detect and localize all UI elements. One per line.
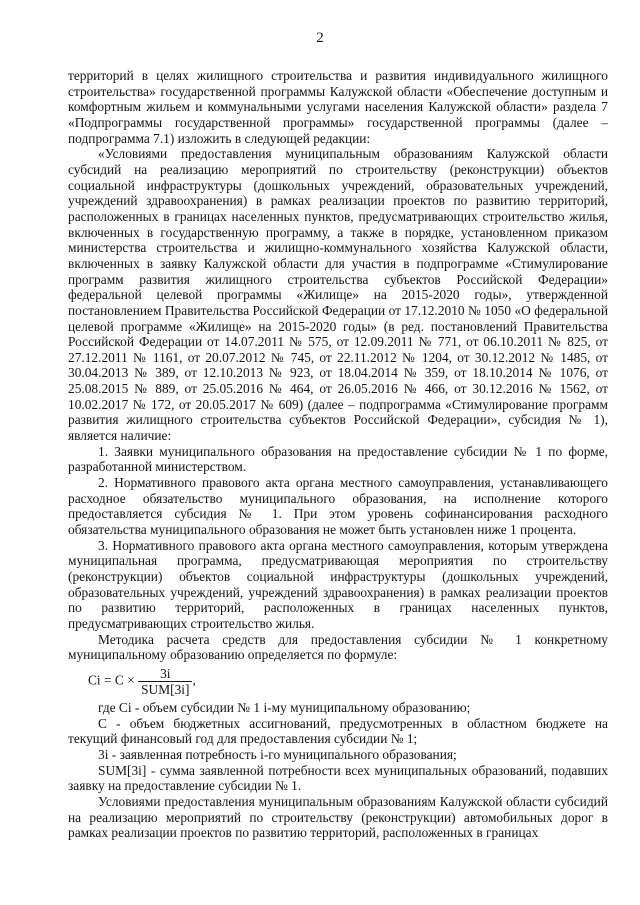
paragraph-intro: территорий в целях жилищного строительства и развития индивидуального жилищного строительства» государственной программы Калужской области «Обеспечение доступным и комфортным жильем и коммунальными услугами населения Калужской области» раздела 7 «Подпрограммы государственной программы» государственной программы (далее – подпрограмма 7.1) изложить в следующей редакции: [68,68,608,146]
definition-c: С - объем бюджетных ассигнований, предусмотренных в областном бюджете на текущий финансовый год для предоставления субсидии № 1; [68,715,608,747]
page-number: 2 [316,30,324,46]
definition-sum: SUM[3i] - сумма заявленной потребности всех муниципальных образований, подавших заявку на предоставление субсидии № 1. [68,762,608,794]
subsidy-formula [88,666,608,697]
definition-3i: 3i - заявленная потребность i-го муниципального образования; [98,746,457,762]
definition-ci: где Ci - объем субсидии № 1 i-му муниципальному образованию; [98,699,471,715]
paragraph-item-1: 1. Заявки муниципального образования на предоставление субсидии № 1 по форме, разработанной министерством. [68,443,608,475]
paragraph-item-2: 2. Нормативного правового акта органа местного самоуправления, устанавливающего расходное обязательство муниципального образования, на исполнение которого предоставляется субсидия № 1. При этом уровень софинансирования расходного обязательства муниципального образования не может быть установлен ниже 1 процента. [68,475,608,538]
paragraph-method: Методика расчета средств для предоставления субсидии № 1 конкретному муниципальному образованию определяется по формуле: [68,631,608,663]
paragraph-item-3: 3. Нормативного правового акта органа местного самоуправления, которым утверждена муниципальная программа, предусматривающая мероприятия по строительству (реконструкции) объектов социальной инфраструктуры (дошкольных учреждений, образовательных учреждений, учреждений здравоохранения) в рамках реализации проектов по развитию территорий, расположенных в границах населенных пунктов, предусматривающих строительство жилья. [68,537,608,631]
formula-tail: , [192,672,196,688]
formula-numerator: 3i [138,666,192,682]
document-body [68,68,608,841]
formula-fraction [138,666,192,697]
paragraph-conditions: «Условиями предоставления муниципальным образованиям Калужской области субсидий на реализацию мероприятий по строительству (реконструкции) объектов социальной инфраструктуры (дошкольных учреждений, образовательных учреждений, учреждений здравоохранения) в рамках реализации проектов по развитию территорий, расположенных в границах населенных пунктов, предусматривающих строительство жилья, включенных в государственную программу, а также в порядке, установленном приказом министерства строительства и жилищно-коммунального хозяйства Калужской области, включенных в заявку Калужской области для участия в подпрограмме «Стимулирование программ развития жилищного строительства субъектов Российской Федерации» федеральной целевой программы «Жилище» на 2015-2020 годы», утвержденной постановлением Правительства Российской Федерации от 17.12.2010 № 1050 «О федеральной целевой программе «Жилище» на 2015-2020 годы» (в ред. постановлений Правительства Российской Федерации от 14.07.2011 № 575, от 12.09.2011 № 771, от 06.10.2011 № 825, от 27.12.2011 № 1161, от 20.07.2012 № 745, от 22.11.2012 № 1204, от 30.12.2012 № 1485, от 30.04.2013 № 389, от 12.10.2013 № 923, от 18.04.2014 № 359, от 18.10.2014 № 1076, от 25.08.2015 № 889, от 25.05.2016 № 464, от 26.05.2016 № 466, от 30.12.2016 № 1562, от 10.02.2017 № 172, от 20.05.2017 № 609) (далее – подпрограмма «Стимулирование программ развития жилищного строительства субъектов Российской Федерации», субсидия № 1), является наличие: [68,146,608,444]
paragraph-roads: Условиями предоставления муниципальным образованиям Калужской области субсидий на реализацию мероприятий по строительству (реконструкции) автомобильных дорог в рамках реализации проектов по развитию территорий, расположенных в границах [68,793,608,841]
formula-denominator: SUM[3i] [141,681,190,697]
formula-lhs: Ci = C × [88,672,135,688]
